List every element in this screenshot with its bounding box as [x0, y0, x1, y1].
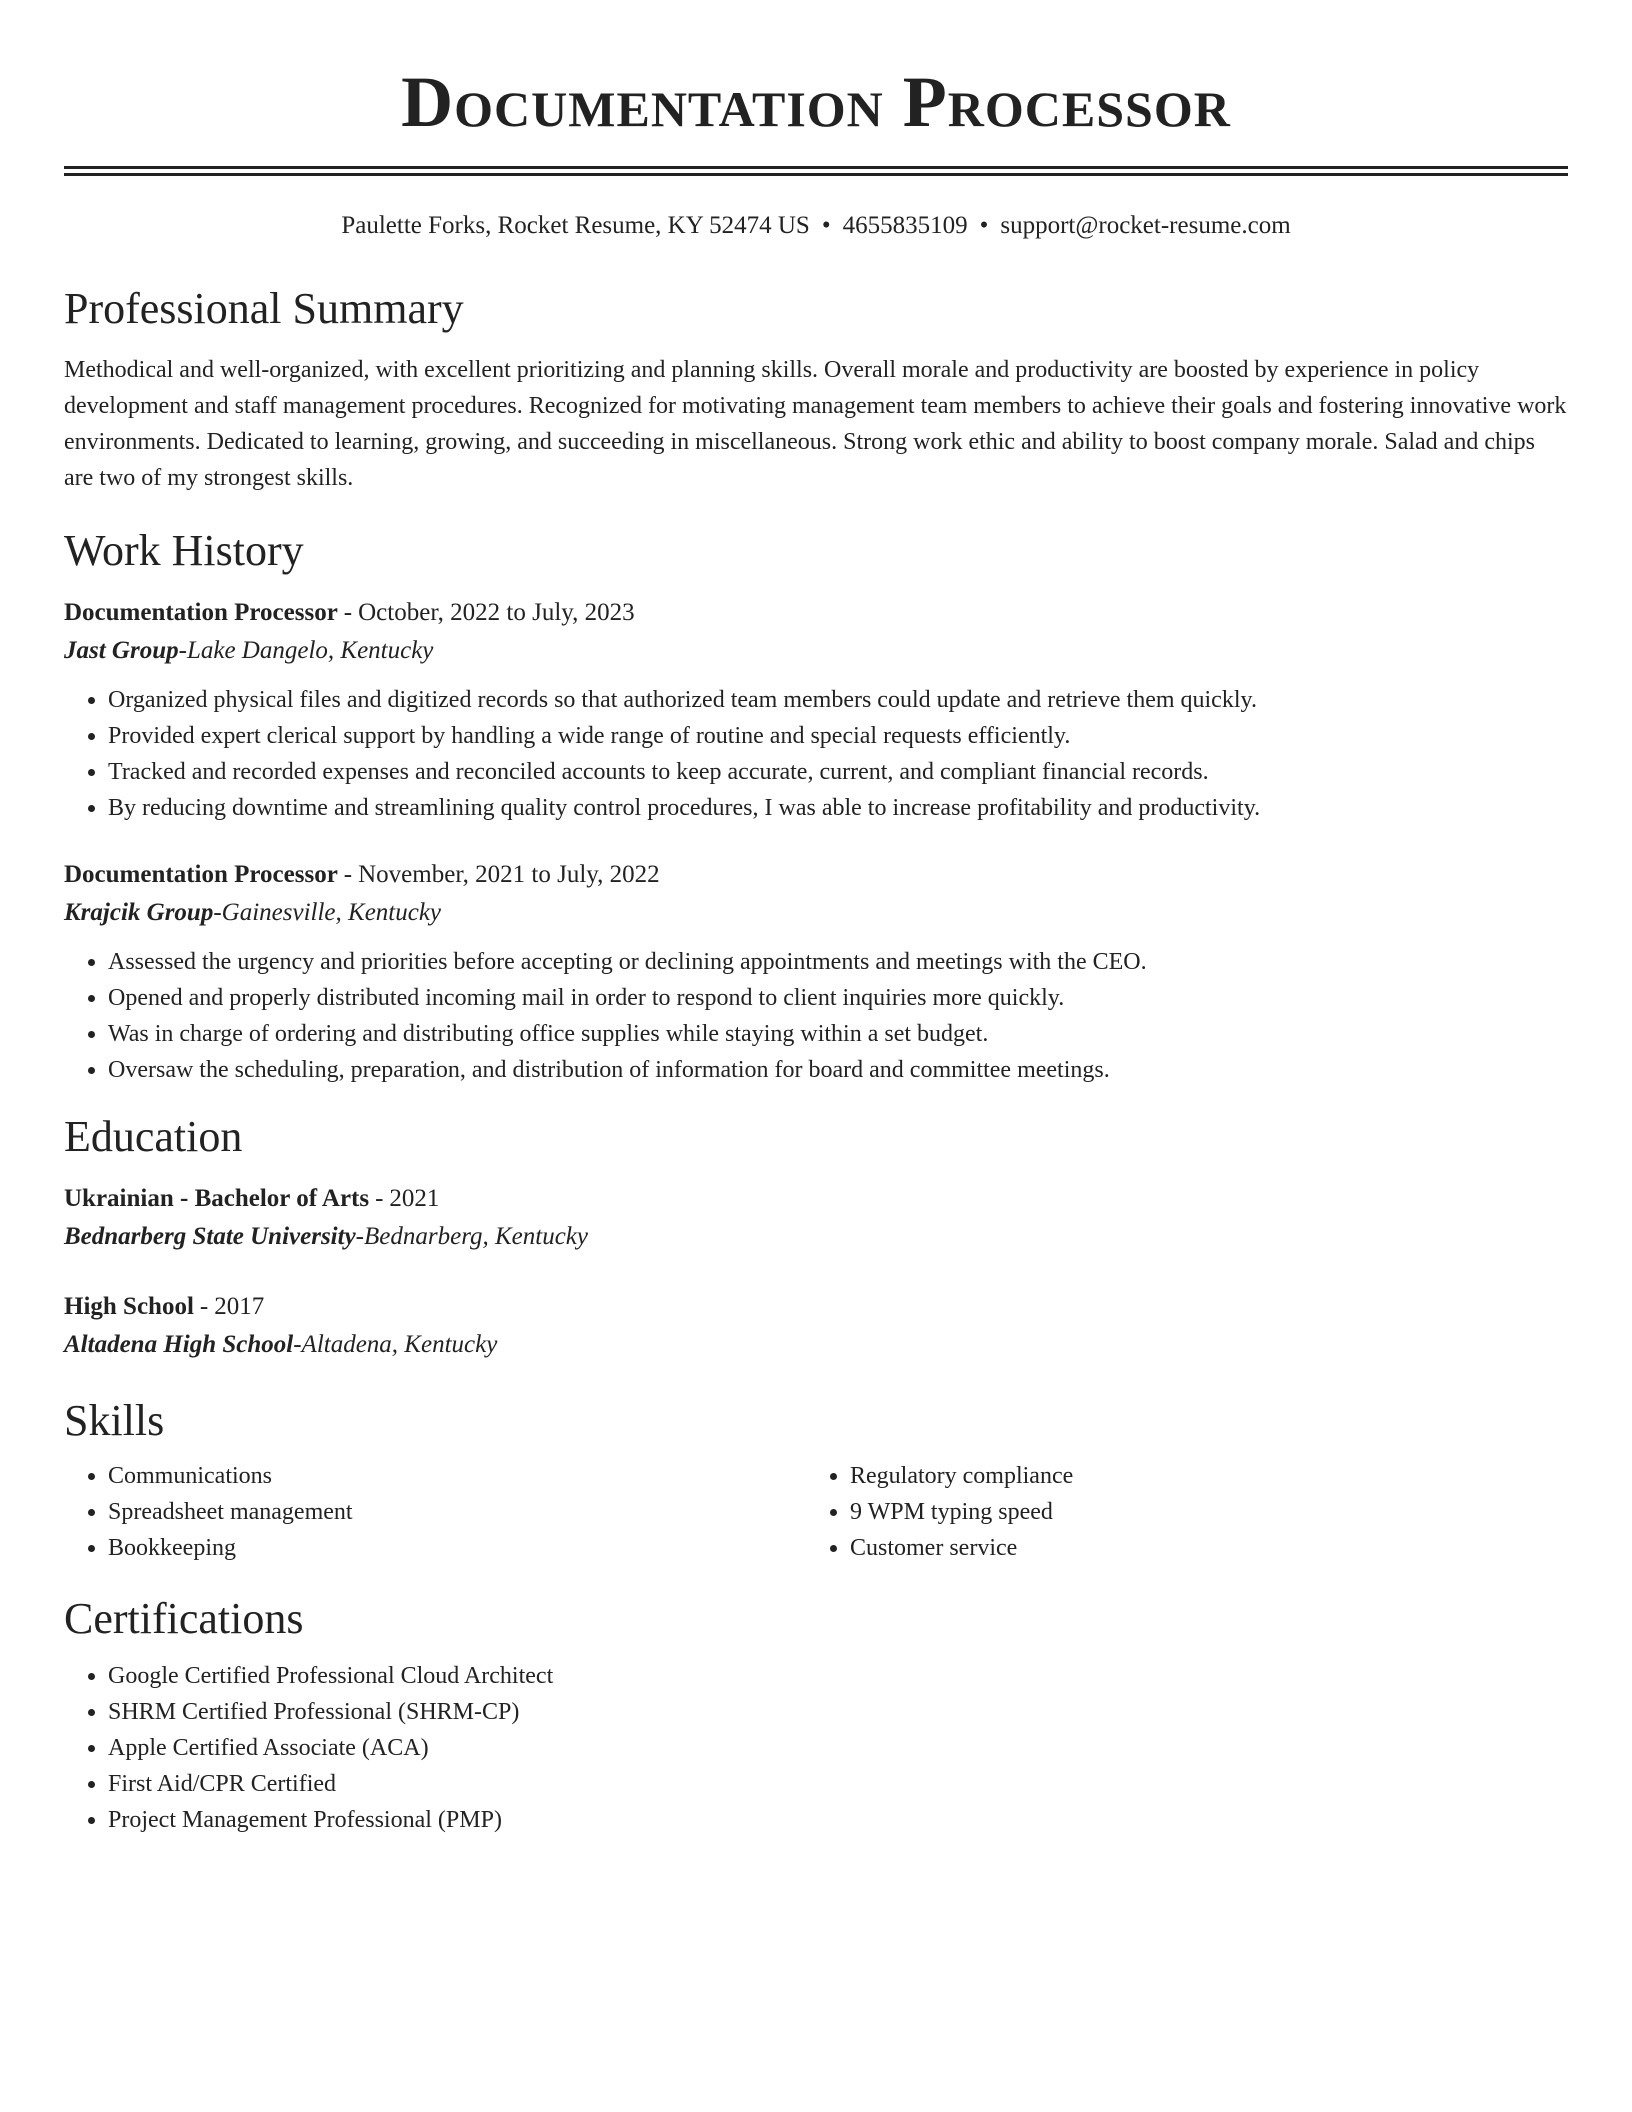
job-location: Gainesville, Kentucky	[221, 899, 442, 926]
job-company-line	[64, 894, 1568, 932]
degree: High School	[64, 1293, 194, 1320]
education-entry	[64, 1288, 1568, 1364]
dash: -	[343, 861, 353, 888]
list-item: • SHRM Certified Professional (SHRM-CP)	[108, 1694, 1568, 1730]
list-item: • Spreadsheet management	[108, 1494, 806, 1530]
job-company: Krajcik Group	[64, 899, 214, 926]
dash: -	[355, 1223, 364, 1250]
contact-line	[64, 210, 1568, 242]
job-company-line	[64, 632, 1568, 670]
school-name: Bednarberg State University	[64, 1223, 356, 1250]
job-title: Documentation Processor	[64, 861, 338, 888]
degree: Ukrainian - Bachelor of Arts	[64, 1185, 370, 1212]
job-dates: November, 2021 to July, 2022	[358, 861, 660, 888]
job-title-line	[64, 594, 1568, 632]
school-location: Altadena, Kentucky	[301, 1331, 498, 1358]
list-item: • Apple Certified Associate (ACA)	[108, 1730, 1568, 1766]
job-entry	[64, 856, 1568, 1088]
education-heading: Education	[64, 1112, 243, 1161]
list-item: • Opened and properly distributed incoming mail in order to respond to client inquiries more quickly.	[108, 980, 1568, 1016]
skills-heading: Skills	[64, 1396, 165, 1445]
school-location: Bednarberg, Kentucky	[364, 1223, 588, 1250]
job-title: Documentation Processor	[64, 599, 338, 626]
list-item: • Tracked and recorded expenses and reconciled accounts to keep accurate, current, and compliant financial records.	[108, 754, 1568, 790]
skills-column-right	[806, 1458, 1548, 1566]
list-item: • Customer service	[850, 1530, 1548, 1566]
degree-line	[64, 1288, 1568, 1326]
list-item: • Communications	[108, 1458, 806, 1494]
list-item: • Assessed the urgency and priorities before accepting or declining appointments and meetings with the CEO.	[108, 944, 1568, 980]
dash: -	[213, 899, 222, 926]
education-entry	[64, 1180, 1568, 1256]
list-item: • Organized physical files and digitized records so that authorized team members could update and retrieve them quickly.	[108, 682, 1568, 718]
job-dates: October, 2022 to July, 2023	[358, 599, 635, 626]
list-item: • Provided expert clerical support by handling a wide range of routine and special requests efficiently.	[108, 718, 1568, 754]
contact-email: support@rocket-resume.com	[1000, 212, 1291, 239]
list-item: • By reducing downtime and streamlining quality control procedures, I was able to increase profitability and productivity.	[108, 790, 1568, 826]
skills-column-left	[64, 1458, 806, 1566]
list-item: • Was in charge of ordering and distributing office supplies while staying within a set budget.	[108, 1016, 1568, 1052]
graduation-year: 2017	[214, 1293, 265, 1320]
contact-separator: •	[979, 212, 989, 239]
job-bullets	[64, 944, 1568, 1088]
skills-grid	[64, 1458, 1568, 1566]
title-divider	[64, 166, 1568, 176]
list-item: • Oversaw the scheduling, preparation, and distribution of information for board and committee meetings.	[108, 1052, 1568, 1088]
contact-separator: •	[821, 212, 831, 239]
school-name: Altadena High School	[64, 1331, 294, 1358]
dash: -	[375, 1185, 384, 1212]
certifications-list	[64, 1658, 1568, 1838]
contact-address: Paulette Forks, Rocket Resume, KY 52474 US	[341, 212, 810, 239]
school-line	[64, 1326, 1568, 1364]
list-item: • Project Management Professional (PMP)	[108, 1802, 1568, 1838]
page-title: Documentation Processor	[401, 62, 1231, 142]
degree-line	[64, 1180, 1568, 1218]
list-item: • Bookkeeping	[108, 1530, 806, 1566]
list-item: • First Aid/CPR Certified	[108, 1766, 1568, 1802]
certifications-heading: Certifications	[64, 1594, 304, 1643]
job-company: Jast Group	[64, 637, 179, 664]
job-bullets	[64, 682, 1568, 826]
summary-heading: Professional Summary	[64, 284, 464, 333]
school-line	[64, 1218, 1568, 1256]
graduation-year: 2021	[389, 1185, 440, 1212]
list-item: • 9 WPM typing speed	[850, 1494, 1548, 1530]
list-item: • Google Certified Professional Cloud Architect	[108, 1658, 1568, 1694]
job-entry	[64, 594, 1568, 826]
work-history-heading: Work History	[64, 526, 304, 575]
dash: -	[199, 1293, 209, 1320]
summary-text: Methodical and well-organized, with excellent prioritizing and planning skills. Overall morale and productivity are boosted by experience in policy development and staff management procedures. Recognized for motivating management team members to achieve their goals and fostering innovative work environments. Dedicated to learning, growing, and succeeding in miscellaneous. Strong work ethic and ability to boost company morale. Salad and chips are two of my strongest skills.	[64, 357, 1567, 491]
list-item: • Regulatory compliance	[850, 1458, 1548, 1494]
job-location: Lake Dangelo, Kentucky	[186, 637, 434, 664]
dash: -	[343, 599, 353, 626]
job-title-line	[64, 856, 1568, 894]
dash: -	[178, 637, 187, 664]
contact-phone: 4655835109	[842, 212, 968, 239]
dash: -	[293, 1331, 302, 1358]
